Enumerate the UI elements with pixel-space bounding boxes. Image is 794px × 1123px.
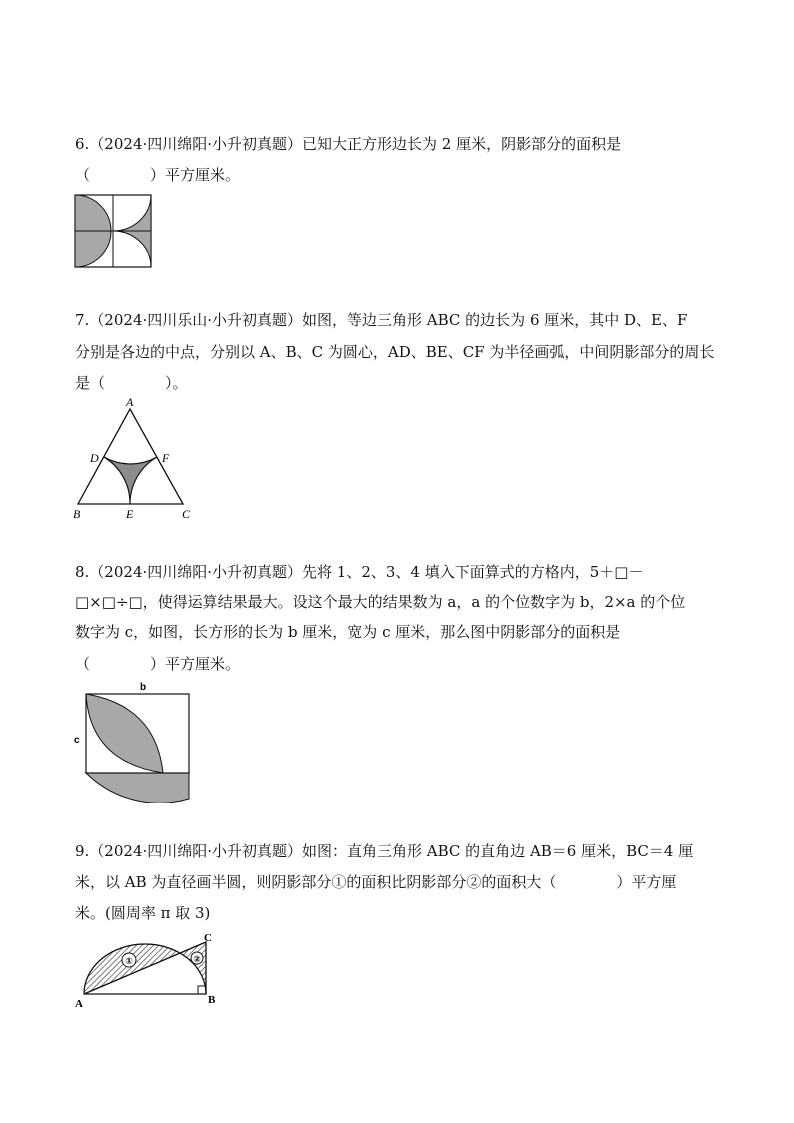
question-9-line-1: 9.（2024·四川绵阳·小升初真题）如图：直角三角形 ABC 的直角边 AB＝6 厘米，BC＝4 厘 (75, 842, 694, 860)
label-c: c (74, 735, 80, 746)
question-8-line-2: □×□÷□，使得运算结果最大。设这个最大的结果数为 a，a 的个位数字为 b，2×a 的个位 (75, 593, 686, 611)
question-7-line-1: 7.（2024·四川乐山·小升初真题）如图，等边三角形 ABC 的边长为 6 厘米，其中 D、E、F (75, 311, 688, 329)
lower-shade (86, 773, 189, 803)
question-6-figure (73, 193, 153, 269)
label-a: A (126, 396, 134, 409)
label-b: b (140, 682, 147, 693)
question-8-line-4: （ ）平方厘米。 (75, 655, 241, 673)
question-6-line-1: 6.（2024·四川绵阳·小升初真题）已知大正方形边长为 2 厘米，阴影部分的面积是 (75, 135, 622, 153)
leaf-shade (86, 694, 163, 773)
question-8-line-3: 数字为 c，如图，长方形的长为 b 厘米，宽为 c 厘米，那么图中阴影部分的面积是 (75, 623, 621, 641)
region-1 (84, 944, 180, 994)
question-6-line-2: （ ）平方厘米。 (75, 166, 241, 184)
label-b: B (73, 507, 81, 521)
label-f: F (162, 451, 170, 465)
question-7-figure (68, 396, 198, 526)
question-9-line-3: 米。(圆周率 π 取 3) (75, 904, 211, 922)
question-8-line-1: 8.（2024·四川绵阳·小升初真题）先将 1、2、3、4 填入下面算式的方格内，5＋□－ (75, 563, 644, 581)
label-b: B (208, 994, 216, 1006)
question-7-line-3: 是（ ）。 (75, 374, 188, 392)
label-c: C (204, 932, 212, 944)
label-c: C (182, 507, 191, 521)
label-a: A (75, 998, 83, 1010)
label-d: D (90, 451, 99, 465)
label-e: E (126, 507, 134, 521)
question-9-line-2: 米，以 AB 为直径画半圆，则阴影部分①的面积比阴影部分②的面积大（ ）平方厘 (75, 873, 677, 891)
question-9-figure (72, 930, 222, 1010)
marker-1: ① (125, 957, 133, 967)
right-angle-mark (198, 986, 206, 994)
question-7-line-2: 分别是各边的中点，分别以 A、B、C 为圆心，AD、BE、CF 为半径画弧，中间阴影部分的周长 (75, 343, 715, 361)
question-8-figure (70, 678, 195, 803)
shaded-region (104, 457, 157, 504)
marker-2: ② (193, 955, 201, 965)
